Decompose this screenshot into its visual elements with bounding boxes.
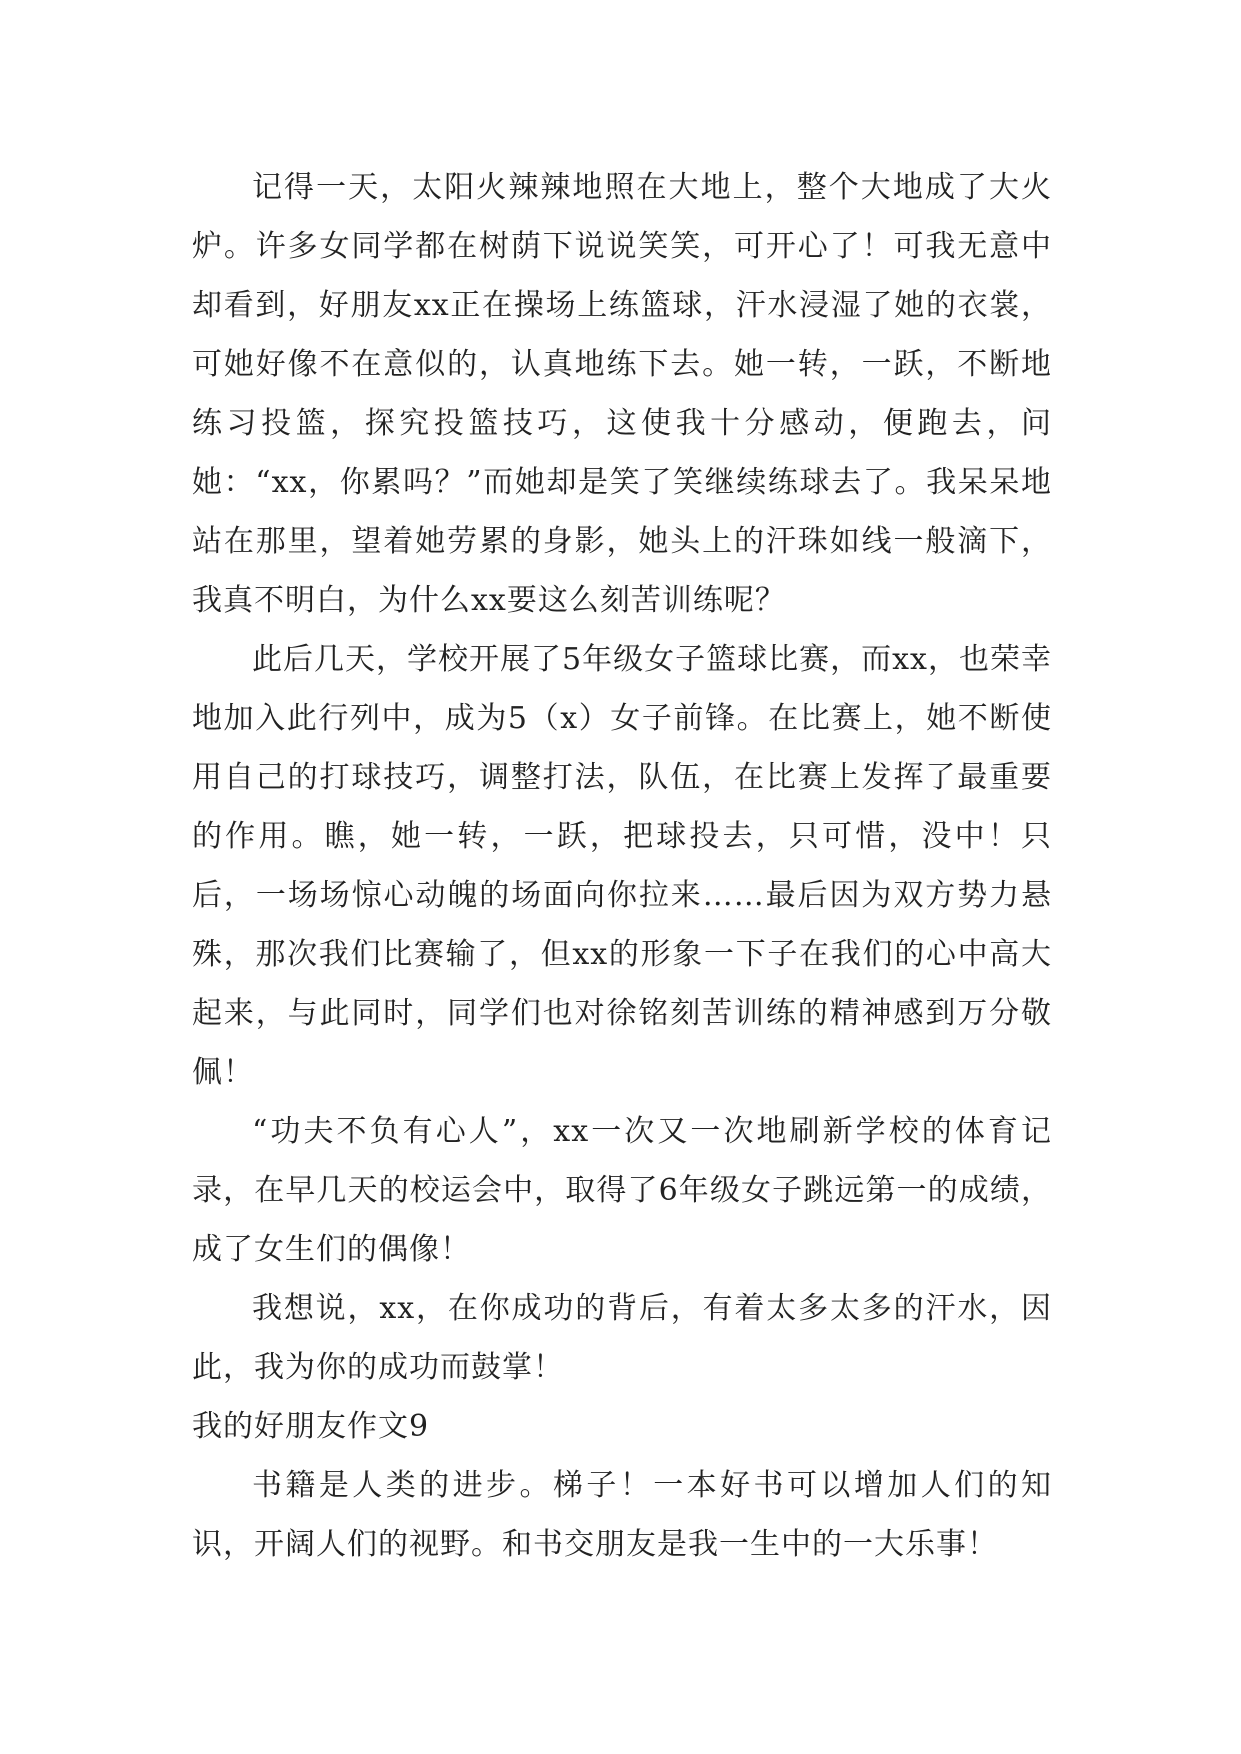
paragraph: “功夫不负有心人”，xx一次又一次地刷新学校的体育记录，在早几天的校运会中，取得了6年级女子跳远第一的成绩，成了女生们的偶像！	[192, 1114, 1052, 1267]
paragraph: 记得一天，太阳火辣辣地照在大地上，整个大地成了大火炉。许多女同学都在树荫下说说笑笑，可开心了！可我无意中却看到，好朋友xx正在操场上练篮球，汗水浸湿了她的衣裳，可她好像不在意似的，认真地练下去。她一转，一跃，不断地练习投篮，探究投篮技巧，这使我十分感动，便跑去，问她：“xx，你累吗？”而她却是笑了笑继续练球去了。我呆呆地站在那里，望着她劳累的身影，她头上的汗珠如线一般滴下，我真不明白，为什么xx要这么刻苦训练呢？	[192, 170, 1052, 618]
document-body	[192, 158, 1052, 1574]
paragraph: 我想说，xx，在你成功的背后，有着太多太多的汗水，因此，我为你的成功而鼓掌！	[192, 1291, 1052, 1385]
section-heading: 我的好朋友作文9	[192, 1409, 430, 1444]
paragraph: 书籍是人类的进步。梯子！一本好书可以增加人们的知识，开阔人们的视野。和书交朋友是我一生中的一大乐事！	[192, 1468, 1052, 1562]
paragraph: 此后几天，学校开展了5年级女子篮球比赛，而xx，也荣幸地加入此行列中，成为5（x）女子前锋。在比赛上，她不断使用自己的打球技巧，调整打法，队伍，在比赛上发挥了最重要的作用。瞧，她一转，一跃，把球投去，只可惜，没中！只后，一场场惊心动魄的场面向你拉来……最后因为双方势力悬殊，那次我们比赛输了，但xx的形象一下子在我们的心中高大起来，与此同时，同学们也对徐铭刻苦训练的精神感到万分敬佩！	[192, 642, 1052, 1090]
